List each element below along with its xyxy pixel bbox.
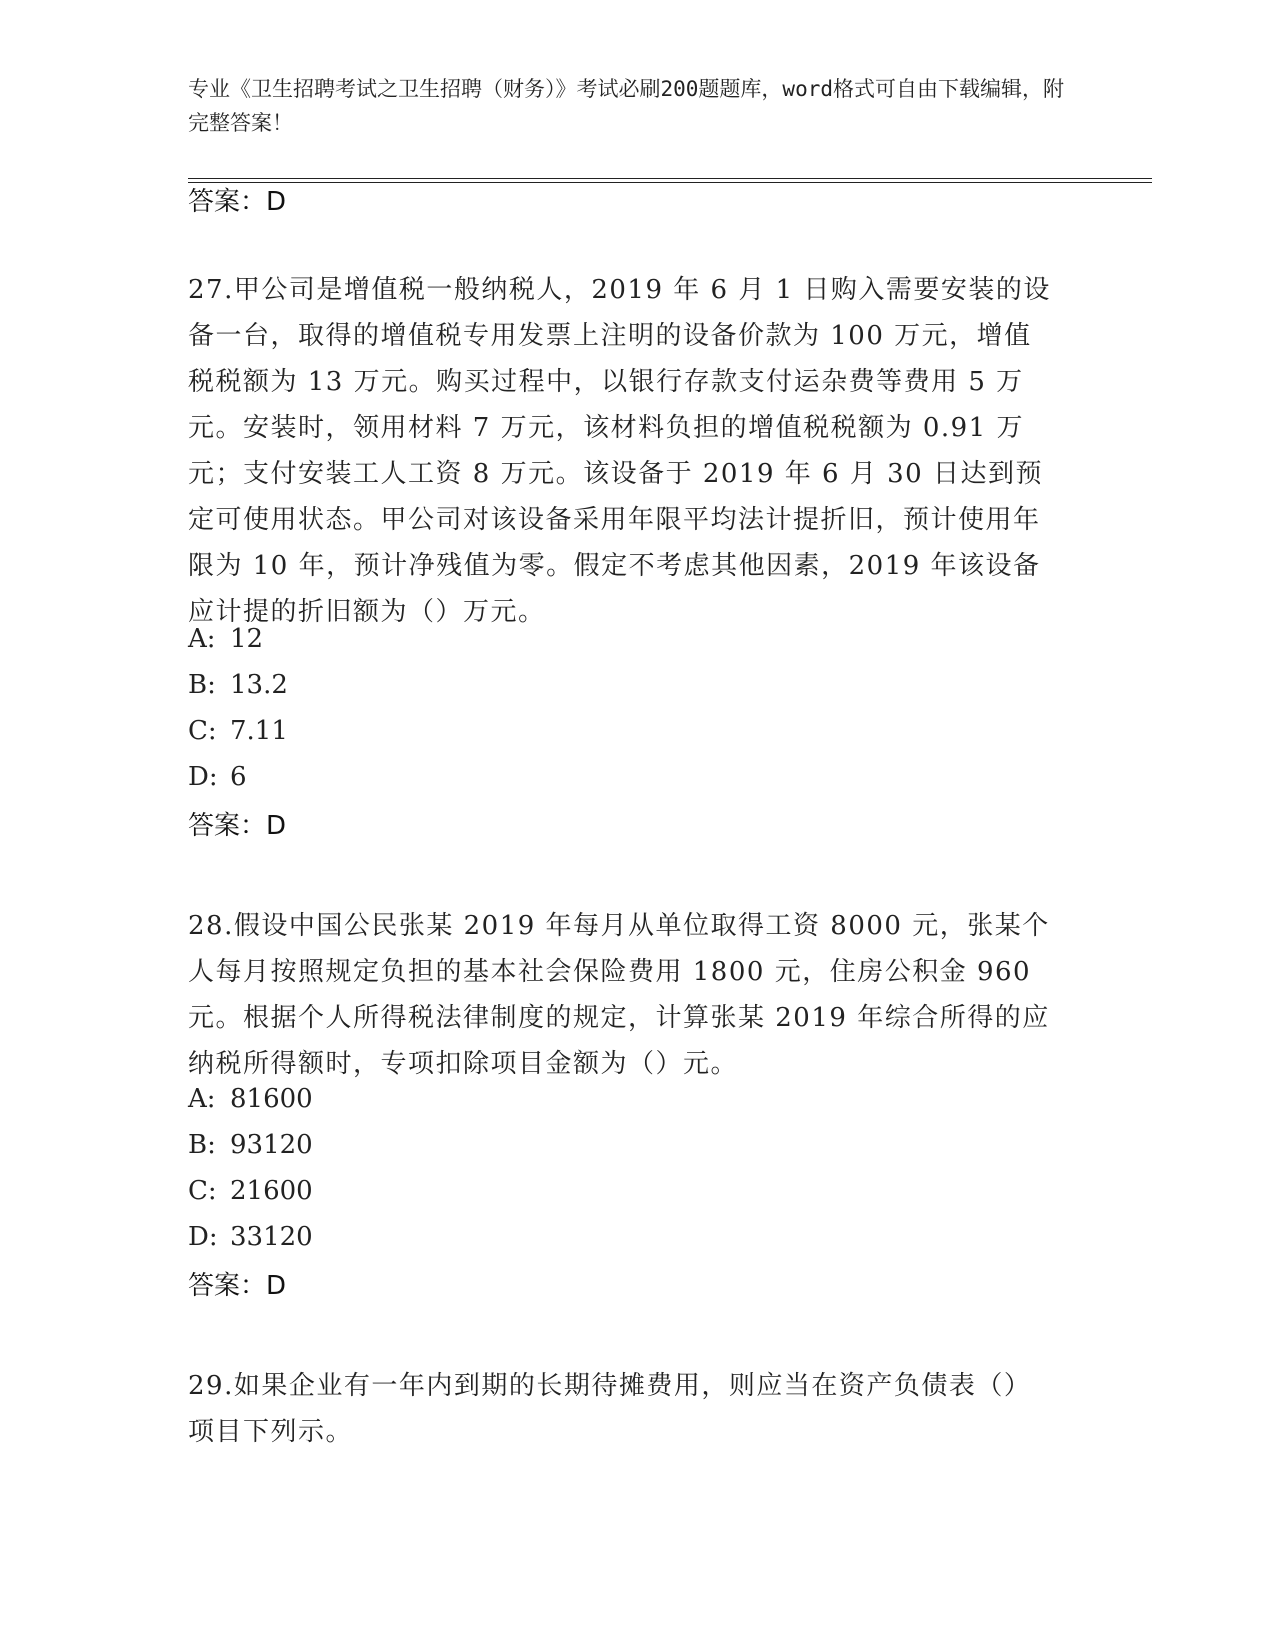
option-value: 21600 <box>230 1176 313 1206</box>
option-key: A: <box>188 624 216 654</box>
option-d <box>188 754 1088 800</box>
answer-line: 答案：D <box>188 187 287 217</box>
option-a <box>188 616 1088 662</box>
option-d <box>188 1214 1088 1260</box>
header-text: 专业《卫生招聘考试之卫生招聘（财务）》考试必刷200题题库，word格式可自由下载编辑，附完整答案！ <box>188 77 1064 135</box>
question-28-options <box>188 1076 1088 1306</box>
option-value: 81600 <box>230 1084 313 1114</box>
answer-line: 答案：D <box>188 1271 287 1301</box>
option-value: 13.2 <box>230 670 288 700</box>
option-value: 93120 <box>230 1130 313 1160</box>
option-key: A: <box>188 1084 216 1114</box>
option-key: C: <box>188 1176 217 1206</box>
header-divider-top <box>188 178 1152 179</box>
document-header <box>188 72 1068 140</box>
option-value: 6 <box>230 762 247 792</box>
question-27-options <box>188 616 1088 846</box>
option-a <box>188 1076 1088 1122</box>
option-key: D: <box>188 762 218 792</box>
option-key: D: <box>188 1222 218 1252</box>
question-text: 27.甲公司是增值税一般纳税人，2019 年 6 月 1 日购入需要安装的设备一台，取得的增值税专用发票上注明的设备价款为 100 万元，增值税税额为 13 万元。购买过程中，以银行存款支付运杂费等费用 5 万元。安装时，领用材料 7 万元，该材料负担的增值税税额为 0.91 万元；支付安装工人工资 8 万元。该设备于 2019 年 6 月 30 日达到预定可使用状态。甲公司对该设备采用年限平均法计提折旧，预计使用年限为 10 年，预计净残值为零。假定不考虑其他因素，2019 年该设备应计提的折旧额为（）万元。 <box>188 275 1051 627</box>
question-text: 28.假设中国公民张某 2019 年每月从单位取得工资 8000 元，张某个人每月按照规定负担的基本社会保险费用 1800 元，住房公积金 960 元。根据个人所得税法律制度的规定，计算张某 2019 年综合所得的应纳税所得额时，专项扣除项目金额为（）元。 <box>188 911 1050 1079</box>
question-text: 29.如果企业有一年内到期的长期待摊费用，则应当在资产负债表（）项目下列示。 <box>188 1371 1032 1447</box>
option-key: B: <box>188 670 216 700</box>
option-key: C: <box>188 716 217 746</box>
question-29 <box>188 1363 1058 1455</box>
question-27 <box>188 267 1058 635</box>
option-value: 12 <box>230 624 264 654</box>
option-c <box>188 708 1088 754</box>
answer-line: 答案：D <box>188 811 287 841</box>
option-value: 33120 <box>230 1222 313 1252</box>
option-b <box>188 1122 1088 1168</box>
option-c <box>188 1168 1088 1214</box>
option-key: B: <box>188 1130 216 1160</box>
option-b <box>188 662 1088 708</box>
option-value: 7.11 <box>230 716 288 746</box>
question-28 <box>188 903 1058 1087</box>
